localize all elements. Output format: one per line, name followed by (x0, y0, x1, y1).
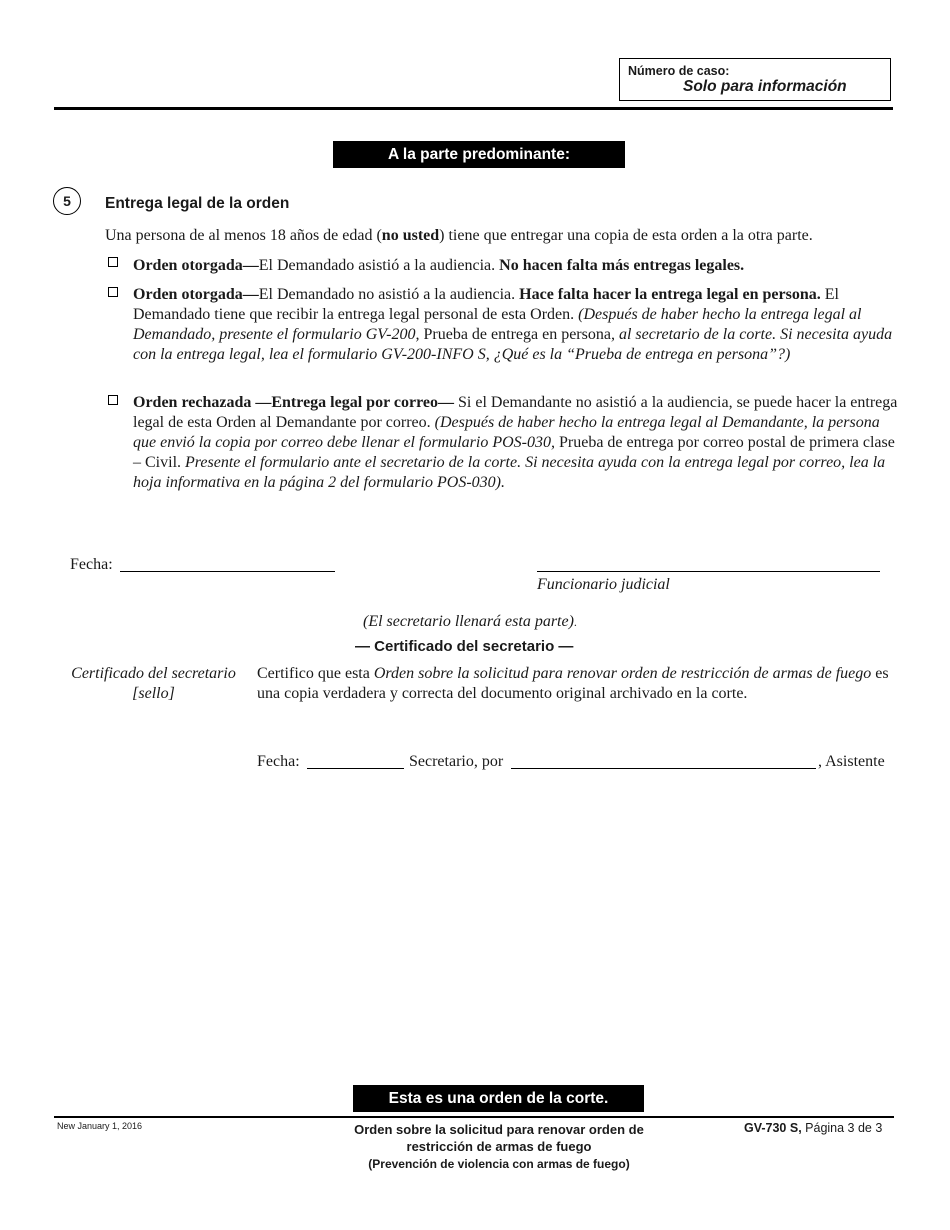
option-granted-not-attended: Orden otorgada—El Demandado no asistió a la audiencia. Hace falta hacer la entrega legal en persona. El Demandado tiene que recibir la entrega legal personal de esta Orden. (Después de haber hecho la entrega legal al Demandado, presente el formulario GV-200, Prueba de entrega en persona, al secretario de la corte. Si necesita ayuda con la entrega legal, lea el formulario GV-200-INFO S, ¿Qué es la “Prueba de entrega en persona”?) (133, 286, 893, 363)
case-number-box (619, 58, 891, 101)
footer-page-number: GV-730 S, Página 3 de 3 (744, 1121, 883, 1135)
footer-rule (54, 1116, 894, 1118)
option-granted-attended: Orden otorgada—El Demandado asistió a la audiencia. No hacen falta más entregas legales. (133, 257, 745, 274)
section-title: Entrega legal de la orden (105, 195, 290, 212)
signature-date-line[interactable] (120, 571, 335, 572)
footer-revision-date: New January 1, 2016 (57, 1121, 143, 1131)
signature-date-label: Fecha: (70, 556, 113, 573)
footer-form-subtitle: (Prevención de violencia con armas de fuego) (368, 1157, 630, 1171)
clerk-date-line[interactable] (307, 768, 404, 769)
clerk-signature-line[interactable] (511, 768, 816, 769)
clerk-certification-text: Certifico que esta Orden sobre la solicitud para renovar orden de restricción de armas de fuego es una copia verdadera y correcta del documento original archivado en la corte. (257, 665, 889, 702)
clerk-note: (El secretario llenará esta parte). (363, 613, 577, 630)
judicial-officer-label: Funcionario judicial (537, 576, 670, 593)
section-number: 5 (53, 187, 81, 215)
option-denied-mail-service: Orden rechazada —Entrega legal por correo— Si el Demandante no asistió a la audiencia, se puede hacer la entrega legal de esta Orden al Demandante por correo. (Después de haber hecho la entrega legal al Demandante, la persona que envió la copia por correo debe llenar el formulario POS-030, Prueba de entrega por correo postal de primera clase – Civil. Presente el formulario ante el secretario de la corte. Si necesita ayuda con la entrega legal por correo, lea la hoja informativa en la página 2 del formulario POS-030). (133, 394, 898, 491)
clerk-certificate-heading: — Certificado del secretario — (355, 638, 574, 655)
footer-form-title (299, 1121, 699, 1155)
checkbox-granted-not-attended[interactable] (108, 287, 118, 297)
case-number-value: Solo para información (683, 78, 847, 95)
case-number-label: Número de caso: (628, 64, 730, 78)
clerk-date-label: Fecha: (257, 753, 300, 770)
clerk-seal-area (50, 664, 257, 704)
checkbox-denied-mail-service[interactable] (108, 395, 118, 405)
checkbox-granted-attended[interactable] (108, 257, 118, 267)
header-rule (54, 107, 893, 110)
clerk-seal-placeholder: [sello] (132, 685, 175, 702)
clerk-assistant-label: , Asistente (818, 753, 885, 770)
section-intro: Una persona de al menos 18 años de edad (no usted) tiene que entregar una copia de esta orden a la otra parte. (105, 227, 813, 244)
banner-prevailing-party: A la parte predominante: (333, 141, 625, 168)
clerk-seal-label: Certificado del secretario (71, 665, 236, 682)
footer-title-line2: restricción de armas de fuego (406, 1139, 592, 1154)
banner-court-order: Esta es una orden de la corte. (353, 1085, 644, 1112)
footer-title-line1: Orden sobre la solicitud para renovar orden de (354, 1122, 644, 1137)
clerk-by-label: Secretario, por (409, 753, 504, 770)
judicial-officer-signature-line[interactable] (537, 571, 880, 572)
